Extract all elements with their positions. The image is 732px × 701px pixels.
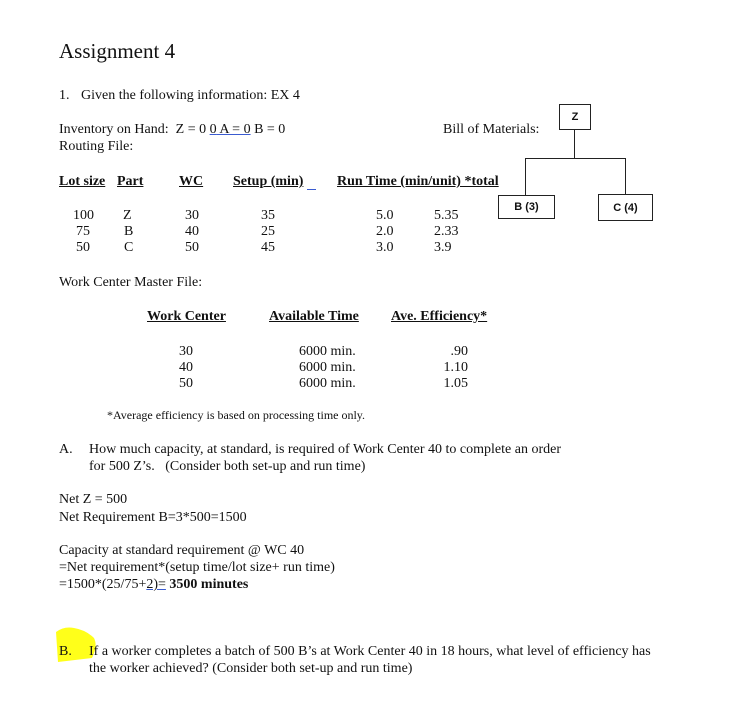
routing-file-label: Routing File:	[59, 139, 134, 154]
bom-connector-b	[525, 158, 526, 195]
header-lot-size: Lot size	[59, 174, 106, 189]
inventory-label: Inventory on Hand:	[59, 122, 169, 137]
bom-horizontal-connector	[525, 158, 626, 159]
header-wc: WC	[179, 174, 204, 189]
question-a-line-1: How much capacity, at standard, is required of Work Center 40 to complete an order	[89, 442, 561, 457]
bom-root-z: Z	[559, 104, 591, 130]
inventory-a-value: 0	[209, 122, 217, 137]
inventory-z: Z = 0	[175, 122, 207, 137]
inventory-b: B = 0	[254, 122, 286, 137]
wc-row-3-wc: 50	[179, 376, 193, 391]
page-title: Assignment 4	[59, 39, 176, 63]
header-part: Part	[117, 174, 144, 189]
row-2-setup: 25	[261, 224, 275, 239]
answer-calculation	[59, 578, 248, 592]
row-2-wc: 40	[185, 224, 199, 239]
question-b-letter: B.	[59, 644, 72, 659]
row-1-lot: 100	[73, 208, 94, 223]
row-2-run: 2.0	[376, 224, 394, 239]
question-a-letter: A.	[59, 442, 73, 457]
header-run-time: Run Time (min/unit) *total	[337, 174, 499, 189]
inventory-line	[59, 123, 285, 137]
row-2-total: 2.33	[434, 224, 459, 239]
answer-calc-result: 3500 minutes	[165, 577, 249, 592]
answer-calc-underlined: 2)	[146, 577, 159, 592]
answer-formula-line: =Net requirement*(setup time/lot size+ run time)	[59, 560, 335, 575]
row-3-run: 3.0	[376, 240, 394, 255]
question-b-line-2: the worker achieved? (Consider both set-up and run time)	[89, 661, 413, 676]
question-a-line-2: for 500 Z’s. (Consider both set-up and run time)	[89, 459, 366, 474]
row-1-run: 5.0	[376, 208, 394, 223]
row-3-part: C	[124, 240, 134, 255]
bom-label: Bill of Materials:	[443, 122, 540, 137]
inventory-a: A = 0	[216, 122, 251, 137]
wc-row-2-eff: 1.10	[443, 360, 468, 375]
row-3-setup: 45	[261, 240, 275, 255]
row-2-part: B	[124, 224, 134, 239]
bom-child-c: C (4)	[598, 194, 653, 221]
wc-row-2-wc: 40	[179, 360, 193, 375]
bom-root-stem	[574, 129, 575, 159]
wc-row-1-eff: .90	[450, 344, 468, 359]
wc-master-label: Work Center Master File:	[59, 275, 203, 290]
answer-calc-equals: =	[158, 577, 166, 592]
row-1-total: 5.35	[434, 208, 459, 223]
row-2-lot: 75	[76, 224, 90, 239]
header-work-center: Work Center	[147, 309, 226, 324]
question-1-text: Given the following information: EX 4	[81, 88, 300, 103]
answer-calc-prefix: =1500*(25/75+	[59, 577, 147, 592]
wc-row-1-wc: 30	[179, 344, 193, 359]
header-setup: Setup (min)	[233, 174, 304, 189]
efficiency-footnote: *Average efficiency is based on processing time only.	[107, 408, 366, 422]
wc-row-3-eff: 1.05	[443, 376, 468, 391]
header-setup-underline-extension	[307, 189, 316, 190]
row-1-part: Z	[123, 208, 132, 223]
header-ave-efficiency: Ave. Efficiency*	[391, 309, 488, 324]
row-1-setup: 35	[261, 208, 275, 223]
answer-net-requirement-b: Net Requirement B=3*500=1500	[59, 510, 247, 525]
bom-child-b: B (3)	[498, 195, 555, 219]
row-1-wc: 30	[185, 208, 199, 223]
bom-connector-c	[625, 158, 626, 194]
question-b-line-1: If a worker completes a batch of 500 B’s at Work Center 40 in 18 hours, what level of efficiency has	[89, 644, 651, 659]
answer-net-z: Net Z = 500	[59, 492, 128, 507]
wc-row-3-time: 6000 min.	[299, 376, 356, 391]
header-available-time: Available Time	[269, 309, 359, 324]
row-3-wc: 50	[185, 240, 199, 255]
answer-capacity-line: Capacity at standard requirement @ WC 40	[59, 543, 305, 558]
row-3-total: 3.9	[434, 240, 452, 255]
question-1-number: 1.	[59, 88, 70, 103]
wc-row-1-time: 6000 min.	[299, 344, 356, 359]
wc-row-2-time: 6000 min.	[299, 360, 356, 375]
row-3-lot: 50	[76, 240, 90, 255]
